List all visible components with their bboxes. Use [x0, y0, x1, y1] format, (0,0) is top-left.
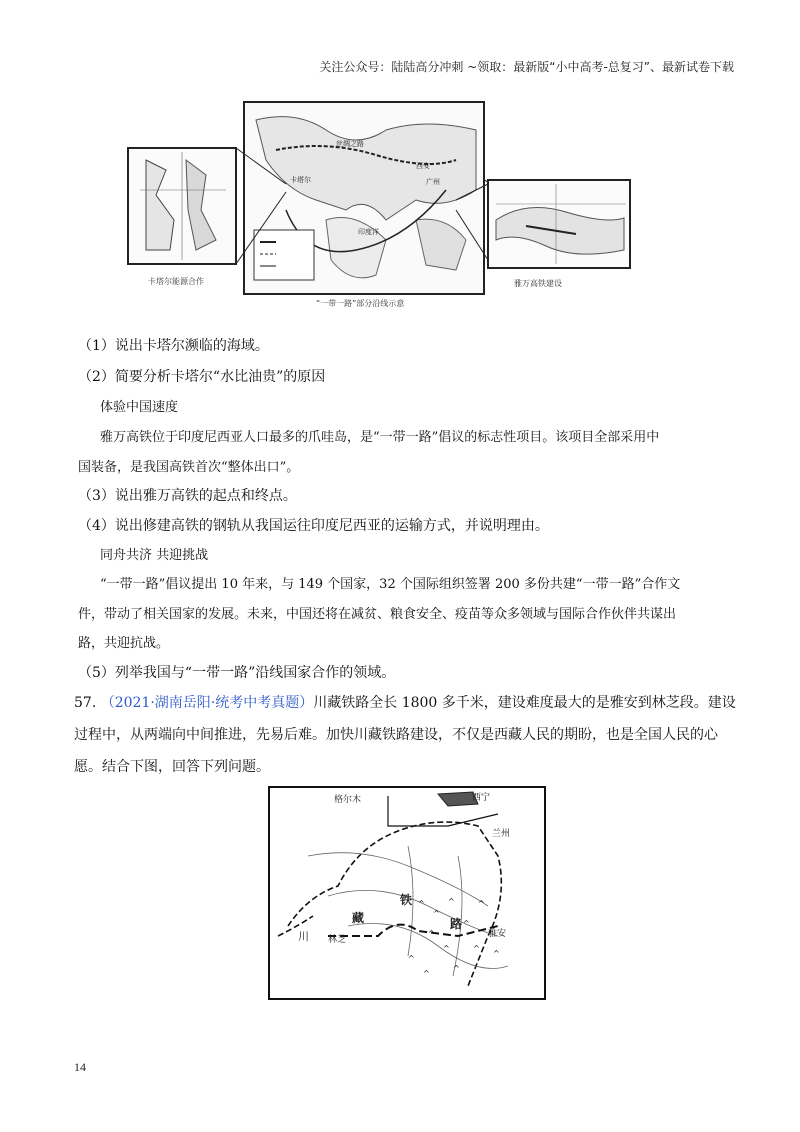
svg-text:^: ^ [428, 929, 435, 938]
svg-text:^: ^ [453, 964, 460, 973]
question-57-line-1 [74, 693, 736, 713]
svg-text:^: ^ [448, 897, 455, 906]
jakarta-bandung-inset-map [488, 180, 630, 268]
main-map-caption: “一带一路”部分沿线示意 [316, 299, 405, 308]
page-header: 关注公众号：陆陆高分冲刺 ~领取：最新版“小中高考-总复习”、最新试卷下载 [319, 60, 734, 74]
question-57-line-3: 愿。结合下图，回答下列问题。 [74, 759, 270, 775]
map-label-guangzhou: 广州 [426, 178, 440, 186]
question-source: （2021·湖南岳阳·统考中考真题） [100, 695, 314, 711]
label-geermu: 格尔木 [334, 795, 362, 805]
svg-text:^: ^ [433, 909, 440, 918]
svg-text:^: ^ [478, 899, 485, 908]
qatar-inset-map [128, 148, 236, 264]
svg-text:^: ^ [473, 944, 480, 953]
belt-road-map-figure [126, 100, 634, 310]
svg-text:^: ^ [493, 949, 500, 958]
map-label-qatar: 卡塔尔 [290, 176, 311, 184]
question-5: （5）列举我国与“一带一路”沿线国家合作的领域。 [78, 665, 396, 681]
label-lu: 路 [450, 917, 463, 931]
label-lanzhou: 兰州 [492, 829, 511, 839]
label-tie: 铁 [400, 893, 413, 907]
paragraph-speed-line-1: 雅万高铁位于印度尼西亚人口最多的爪哇岛，是“一带一路”倡议的标志性项目。该项目全部采用中 [100, 430, 660, 445]
section-heading-together: 同舟共济 共迎挑战 [100, 548, 209, 563]
map-label-indian-ocean: 印度洋 [358, 228, 379, 236]
map-label-xian: 西安 [416, 162, 430, 170]
left-inset-caption: 卡塔尔能源合作 [148, 277, 204, 286]
page-number: 14 [74, 1060, 86, 1074]
sichuan-tibet-railway-map [268, 786, 546, 1000]
label-xining: 西宁 [472, 793, 491, 803]
paragraph-speed-line-2: 国装备，是我国高铁首次“整体出口”。 [78, 460, 300, 475]
svg-text:^: ^ [463, 919, 470, 928]
label-chuan: 川 [298, 930, 309, 943]
label-yaan: 雅安 [488, 929, 507, 939]
question-2: （2）简要分析卡塔尔“水比油贵”的原因 [78, 369, 326, 385]
svg-text:^: ^ [443, 944, 450, 953]
svg-text:^: ^ [408, 954, 415, 963]
svg-text:^: ^ [418, 899, 425, 908]
paragraph-together-line-3: 路，共迎抗战。 [78, 636, 170, 651]
right-inset-caption: 雅万高铁建设 [514, 279, 562, 288]
label-zang: 藏 [352, 911, 365, 925]
question-57-line-2: 过程中，从两端向中间推进，先易后难。加快川藏铁路建设，不仅是西藏人民的期盼，也是全国人民的心 [74, 727, 718, 743]
paragraph-together-line-1: “一带一路”倡议提出 10 年来，与 149 个国家，32 个国际组织签署 200 多份共建“一带一路”合作文 [100, 577, 681, 592]
main-route-map [244, 102, 484, 294]
map-label-silk-road: 丝绸之路 [336, 140, 364, 148]
question-3: （3）说出雅万高铁的起点和终点。 [78, 488, 297, 504]
question-57-text: 川藏铁路全长 1800 多千米，建设难度最大的是雅安到林芝段。建设 [313, 695, 736, 711]
section-heading-speed: 体验中国速度 [100, 400, 179, 415]
question-number: 57. [74, 695, 97, 711]
question-1: （1）说出卡塔尔濒临的海域。 [78, 338, 269, 354]
question-4: （4）说出修建高铁的钢轨从我国运往印度尼西亚的运输方式，并说明理由。 [78, 518, 549, 534]
svg-text:^: ^ [423, 969, 430, 978]
paragraph-together-line-2: 件，带动了相关国家的发展。未来，中国还将在减贫、粮食安全、疫苗等众多领域与国际合作伙伴共谋出 [78, 607, 677, 622]
label-linzhi: 林芝 [328, 935, 347, 945]
